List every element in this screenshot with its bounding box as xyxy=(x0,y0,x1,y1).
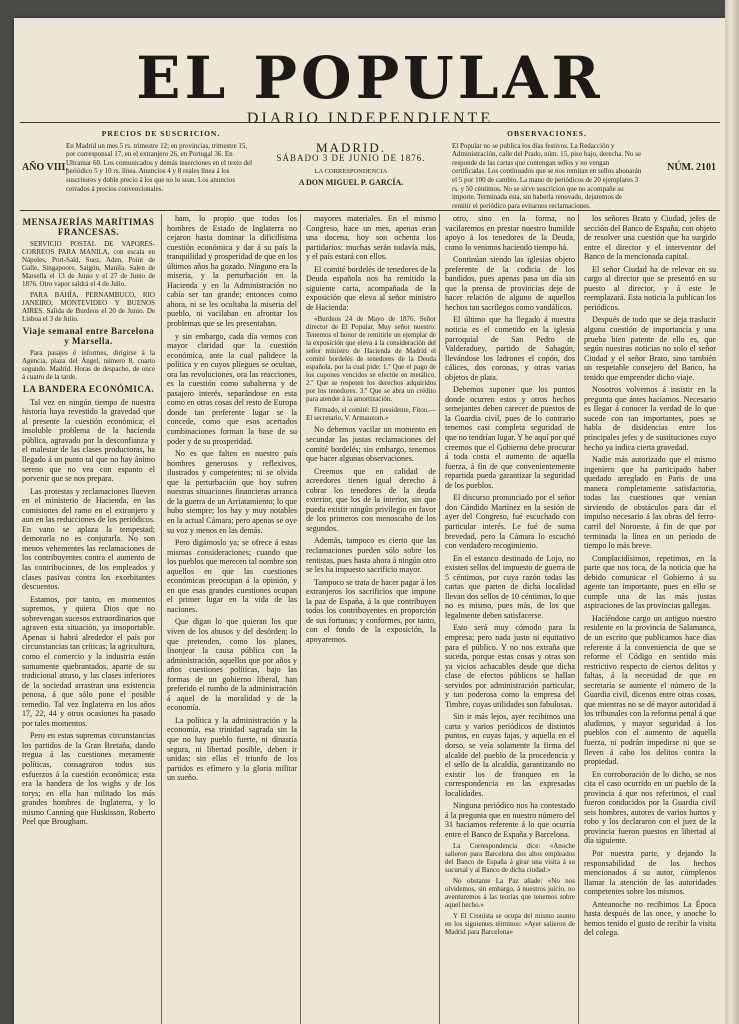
shipping-agency: Para pasajes é informes, dirigirse á la Agencia, plaza del Ángel, número 8, cuarto segundo. Madrid. Horas de despacho, de once á cuatro de la tarde. xyxy=(22,349,155,382)
article-paragraph: No debemos vacilar un momento en secundar las justas reclamaciones del comité bordelés; sin embargo, tenemos que hacer algunas observaciones. xyxy=(306,425,436,464)
press-quote: La Correspondencia dice: «Anoche salieron para Barcelona dos altos empleados del Banco de España á girar una visita á su sucursal y al Banco de dicha ciudad.» xyxy=(445,842,575,875)
subscription-box xyxy=(66,130,256,193)
shipping-manila: SERVICIO POSTAL DE VAPORES-CORREOS PARA MANILA, con escala en Nápoles, Port-Saïd, Suez, Aden, Point de Galle, Singapoore, Saigón, Manila. Salen de Marsella el 13 de Junio y el 27 de Junio de 1876. Otro vapor saldrá el 4 de Julio. xyxy=(22,240,155,289)
masthead xyxy=(14,44,726,128)
article-paragraph: Debemos suponer que los puntos donde ocurren estos y otros hechos semejantes deben carecer de puestos de la Guardia civil, pues de lo contrario tenemos casi completa seguridad de que no tendrían lugar. Y he aquí por qué creemos que el Gobierno debe procurar á toda costa el aumento de aquella fuerza, á fin de que convenientemente repartida pueda garantizar la seguridad de los pueblos. xyxy=(445,385,575,490)
column-3 xyxy=(306,214,436,1024)
column-4 xyxy=(445,214,575,1024)
newspaper-page xyxy=(14,18,726,1024)
observations-title: OBSERVACIONES. xyxy=(507,129,587,138)
article-columns xyxy=(22,214,722,1024)
column-5 xyxy=(584,214,716,1024)
article-paragraph: Continúan siendo las iglesias objeto preferente de la codicia de los bandidos, pues apenas pasa un día sin que la prensa de provincias deje de hacer relación de alguno de aquellos hechos tan sacrílegos como vandálicos. xyxy=(445,255,575,312)
article-paragraph: Complacidísimos, repetimos, en la parte que nos toca, de la noticia que ha debido comunicar el Gobierno á su agente tan importante, pues en ello se cumple una de las más justas aspiraciones de las provincias gallegas. xyxy=(584,553,716,611)
shipping-heading: MENSAJERÍAS MARÍTIMAS FRANCESAS. xyxy=(22,217,155,237)
article-paragraph: Pero digámoslo ya; se ofrece á estas mismas consideraciones; cuando que los pueblos que merecen tal nombre son aquellos en que las cuestiones económicas preocupan á la opinión, y en que esas grandes cuestiones ocupan el primer lugar en la vida de las naciones. xyxy=(167,538,297,614)
article-paragraph: Las protestas y reclamaciones llueven en el ministerio de Hacienda, en las comisiones del ramo en el extranjero y aun en las reducciones de los periódicos. En vano se aplaza la tempestad; demorarla no es conjurarla. No son menos vehementes las reclamaciones de los contribuyentes contra el aumento de las contribuciones, de los empleados y clases pasivas contra los exorbitantes descuentos. xyxy=(22,486,155,592)
press-quote: Y El Cronista se ocupa del mismo asunto en los siguientes términos: «Ayer salieron de Madrid para Barcelona» xyxy=(445,912,575,937)
article-paragraph: Tampoco se trata de hacer pagar á los extranjeros los sacrificios que impone la paz de España, á la que contribuyen todos los contribuyentes en proporción de sus fortunas; y conformes, por tanto, con el fondo de la exposición, la apoyaremos. xyxy=(306,577,436,644)
book-edge xyxy=(725,0,739,1024)
header-top-rule xyxy=(20,122,720,123)
article-paragraph: Por nuestra parte, y dejando la responsabilidad de los hechos mencionados á su autor, cúmplenos llamar la atención de las autoridades competentes sobre los mismos. xyxy=(584,849,716,897)
article-paragraph: Anteanoche no recibimos La Época hasta después de las once, y anoche lo hemos tenido el gusto de recibir la visita del colega. xyxy=(584,899,716,938)
observations-box xyxy=(452,130,642,210)
article-paragraph: mayores materiales. En el mismo Congreso, hace un mes, apenas eran una docena, hoy son ochenta los partidarios: muchas serán todavía más, y el país estará con ellos. xyxy=(306,214,436,262)
issue-date: SÁBADO 3 DE JUNIO DE 1876. xyxy=(276,152,426,163)
director-name: A DON MIGUEL P. GARCÍA. xyxy=(298,177,404,187)
article-paragraph: El último que ha llegado á nuestra noticia es el cometido en la iglesia parroquial de San Pedro de Valderaduey, partido de Sahagún, llevándose los ladrones el copón, dos cálices, dos coronas, y otras varias objetos de plata. xyxy=(445,315,575,382)
article-paragraph: Nadie más autorizado que el mismo ingeniero que ha participado haber quedado arreglado en Paris de una manera completamente satisfactoria, todas las cuestiones que venían sirviendo de obstáculos para dar el impulso necesario á las obras del ferro-carril del Noroeste, á fin de que por terminada la línea en un período de tiempo lo más breve. xyxy=(584,455,716,551)
article-paragraph: y sin embargo, cada día vemos con mayor claridad que la cuestión económica, ante la cual palidece la política y en cuyos pliegues se ocultan, ora las revoluciones, ora las reacciones, es la cuestión como subalterna y de pasajero interés, separándose en esta como en otras cosas del resto de Europa donde tan preferente lugar se la concede, como que esos acertados combinaciones forman la base de su poder y de su prosperidad. xyxy=(167,331,297,446)
article-paragraph: Creemos que en calidad de acreedores tienen igual derecho á cobrar los tenedores de la deuda exterior, que los de la interior, sin que pueda existir ningún privilegio en favor de los primeros con menoscabo de los segundos. xyxy=(306,466,436,533)
year-label: AÑO VIII. xyxy=(22,162,68,173)
subscription-title: PRECIOS DE SUSCRICION. xyxy=(101,129,221,138)
article-paragraph: En el estanco destinado de Lojo, no existen sellos del impuesto de guerra de 5 céntimos, por cuya razón todas las cartas que parten de dicha localidad llevan dos sellos de 10 céntimos, lo que no es mismo, pues más, de los que legalmente deben satisfacerse. xyxy=(445,553,575,620)
header-info-row xyxy=(14,126,726,208)
dateline xyxy=(256,140,446,187)
article-paragraph: El discurso pronunciado por el señor don Cándido Martínez en la sesión de ayer del Congreso, fué escuchado con particular interés. Le fué de suma brevedad, pero la Cámara lo escuchó con verdadero recogimiento. xyxy=(445,493,575,551)
article-paragraph: Pero en estas supremas circunstancias los partidos de la Gran Bretaña, dando tregua á las cuestiones meramente políticas, consagraron todos sus esfuerzos á la cuestión económica; esta era la bandera de los wighs y de los torys; en ella han militado los más grandes hombres de Inglaterra, y lo mismo Canning que Huskisson, Roberto Peel que Brougham. xyxy=(22,731,155,827)
article-paragraph: Ninguna periódico nos ha contestado á la pregunta que en nuestro número del 31 hacíamos referente á lo que ocurría entre el Banco de España y Barcelona. xyxy=(445,801,575,839)
correspondence-label: LA CORRESPONDENCIA xyxy=(314,168,388,176)
issue-number: NÚM. 2101 xyxy=(667,162,716,173)
newspaper-title: EL POPULAR xyxy=(136,44,604,112)
article-paragraph: los señores Brato y Ciudad, jefes de sección del Banco de España, con objeto de resolver una cuestión que ha surgido entre el director y el interventor del Banco de la mencionada capital. xyxy=(584,214,716,262)
article-paragraph: Hacíéndose cargo un antiguo nuestro residente en la provincia de Salamanca, de un escrito que publicamos hace días referente á la conveniencia de que se reforme el Código en sentido más restrictivo respecto de ciertos delitos y faltas, á la necesidad de que en secretaría se aumente el número de la Guardia civil, dícenos entre otras cosas, que mientras no se dé mayor autoridad á los tribunales con la reforma penal á que aludimos, y mayor seguridad á los pueblos con el aumento de aquella fuerza, ni podrán impedirse ni que se lleven á cabo los delitos contra la propiedad. xyxy=(584,613,716,767)
article-paragraph: En corroboración de lo dicho, se nos cita el caso ocurrido en un pueblo de la provincia á que nos referimos, el cual fueron conducidos por la Guardia civil seis hombres, autores de varios hurtos y robo y los declararon con el juez de la provincia fueron puestos en libertad al día siguiente. xyxy=(584,769,716,846)
subscription-text: En Madrid un mes 5 rs. trimestre 12; en provincias, trimestre 15, por corresponsal 17, en el extranjero 26, en Portugal 36. En Ultramar 60. Los comunicados y demás inserciones en el texto del periódico 5 y 10 rs. línea. Anuncios 4 y 8 reales línea á los suscritores y doble precio á los que no lo sean. Los anuncios cerrados á precios convencionales. xyxy=(66,141,253,193)
article-paragraph: Estamos, por tanto, en momentos supremos, y quiera Dios que no sobrevengan sucesos extraordinarios que agraven esta situación, ya insoportable. Apenas si habrá alrededor el país por circunstancias tan críticas; la agricultura, como el comercio y la industria están sumamente quebrantados, aparte de su tradicional atraso, y las clases inferiores de la sociedad arrastran una existencia penosa, á que sólo pone el posible remedio. Tal vez Inglaterra en los años 17, 22, 44 y otros ocasiones ha pasado por tales momentos. xyxy=(22,594,155,728)
article-paragraph: El comité bordelés de tenedores de la Deuda española nos ha remitido la siguiente carta, acompañada de la exposición que eleva al señor ministro de Hacienda: xyxy=(306,264,436,312)
header-bottom-rule xyxy=(20,210,720,211)
newspaper-subtitle: DIARIO INDEPENDIENTE xyxy=(246,110,494,127)
article-paragraph: Sin ir más lejos, ayer recibimos una carta y varios periódicos de distintos puntos, en cuyas fajas, y aquella en el dorso, se veía solamente la firma del alcalde del pueblo de la procedencia y el sello de la alcaldía, garantizando no existir los de franqueo en la correspondencia en las expresadas localidades. xyxy=(445,712,575,798)
article-paragraph: Además, tampoco es cierto que las reclamaciones pueden sólo sobre los rentistas, pues hasta ahora á ningún otro se les ha impuesto sacrificio mayor. xyxy=(306,536,436,575)
article-paragraph: La política y la administración y la economía, esa trinidad sagrada sin la que no hay pueblo fuerte, ni dinastía segura, ni libertad posible, deben ir unidas; sin ellas el triunfo de los partidos es efímero y la gloria militar un sueño. xyxy=(167,715,297,783)
column-2 xyxy=(167,214,297,1024)
observations-text: El Popular no se publica los días festivos. La Redacción y Administración, calle del Prado, núm. 15, piso bajo, derecha. No se responde de las cartas que contengan sellos y no vengan certificadas. Los contínuados que se nos remitan en sellos abonarán el 5 por 100 de cambio. La mano de periódicos de 20 ejemplares 3 rs. y 50 céntimos. No se sirve suscricion que no acompañe su importe. Terminada ésta, sin haberla renovado, dejaremos de remitir el periódico para evitarnos reclamaciones. xyxy=(452,141,642,210)
article-paragraph: Que digan lo que quieran los que viven de los abusos y del desórden; lo que pretenden, como los planes, lisonjear la causa pública con la administración, aquellos que por años y años cuestiones políticas, bajo las formas de un gobierno liberal, han preferido el rumbo de la administración á aquel de la moralidad y de la economía. xyxy=(167,617,297,713)
column-1 xyxy=(22,214,155,1024)
press-quote: No obstante La Paz añade: «No nos olvidemos, sin embargo, á nuestros juicio, no aventuremos á las teorías que tenemos sobre aquel hecho.» xyxy=(445,877,575,910)
shipping-bahia: PARA BAHÍA, PERNAMBUCO, RIO JANEIRO, MONTEVIDEO Y BUENOS AIRES. Salida de Burdeos el 20 de Junio. De Lisboa el 3 de Julio. xyxy=(22,291,155,324)
article-paragraph: El señor Ciudad ha de relevar en su cargo al director que se presentó en su puesto al director, y á este le reemplazará. Esta noticia la publican los periódicos. xyxy=(584,264,716,312)
article-paragraph: ham, lo propio que todos los hombres de Estado de Inglaterra no cejaron hasta dominar la dificilísima cuestión económica y dar á su país la tranquilidad y prosperidad de que en los últimos años ha gozado. Ninguno era la miseria, y la perturbación en la Hacienda y en la Administración no cabía ser tan grande; entonces como ahora, ni se les ocultaba la miseria del pueblo, ni vacilaban en afrontar los problemas que se les presentaban. xyxy=(167,214,297,329)
article-paragraph: No es que falten en nuestro país hombres generosos y reflexivos, ilustrados y competentes; ni se olvida que la perturbación que hoy sufren nuestras situaciones financieras arranca de la guerra de un Arriatamiento; lo que hubo siempre; los hay y muy notables en la actual Cámara; pero apenas se oye su voz y menos en las demás. xyxy=(167,449,297,535)
article-heading: LA BANDERA ECONÓMICA. xyxy=(22,384,155,395)
article-paragraph: Tal vez en ningún tiempo de nuestra historia haya revestido la gravedad que al presente la cuestión económica; el insoluble problema de la hacienda pública, agravado por la desconfianza y el malestar de las clases productoras, ha llegado á un punto tal que no hay ánimo sereno que no vea con espanto el porvenir que se nos prepara. xyxy=(22,397,155,484)
city: MADRID. xyxy=(316,140,386,155)
article-paragraph: otro, sino en la forma, no vacilaremos en prestar nuestro humilde apoyo á los tenedores de la Deuda, como lo venimos haciendo tiempo há. xyxy=(445,214,575,252)
article-paragraph: Después de todo que se deja traslucir alguna cuestión de importancia y una prueba bien patente de ello es, que según nuestras noticias no solo el señor Ciudad y el señor Brato, sino también un respetable consejero del Banco, ha tenido que emprender dicho viaje. xyxy=(584,315,716,382)
shipping-barcelona-heading: Viaje semanal entre Barcelona y Marsella. xyxy=(22,326,155,346)
letter-signature: Firmado, el comité: El presidente, Fitou.—El secretario, V. Armauzom.» xyxy=(306,406,436,423)
quoted-letter: «Burdeos 24 de Mayo de 1876. Señor director de El Popular. Muy señor nuestro: Tenemos el honor de remitirle un ejemplar de la exposición que eleva á la consideración del señor ministro de Hacienda de Madrid el comité bordelés de tenedores de la Deuda española, por la cual pide: 1.º Que el pago de los cupones vencidos se efectúe en metálico. 2.º Que se respeten los derechos adquiridos por los tenedores. 3.º Que se abra un crédito para atender á la amortización. xyxy=(306,315,436,404)
article-paragraph: Esto será muy cómodo para la empresa; pero nada justo ni equitativo para el público. Y no nos extraña que suceda, porque estas cosas y otras son ya vicios achacables desde que dicha clase de efectos públicos se hallan servidos por administración particular, y tan poderosa como la empresa del Timbre, cuyas utilidades son fabulosas. xyxy=(445,623,575,709)
article-paragraph: Nosotros volvemos á insistir en la pregunta que ántes hacíamos. Necesario es llegar á conocer la verdad de lo que sucede con tan importantes, pues se habla de disidencias entre los principales jefes y de sustituciones cuyo hecho ya indica cierta gravedad. xyxy=(584,385,716,452)
